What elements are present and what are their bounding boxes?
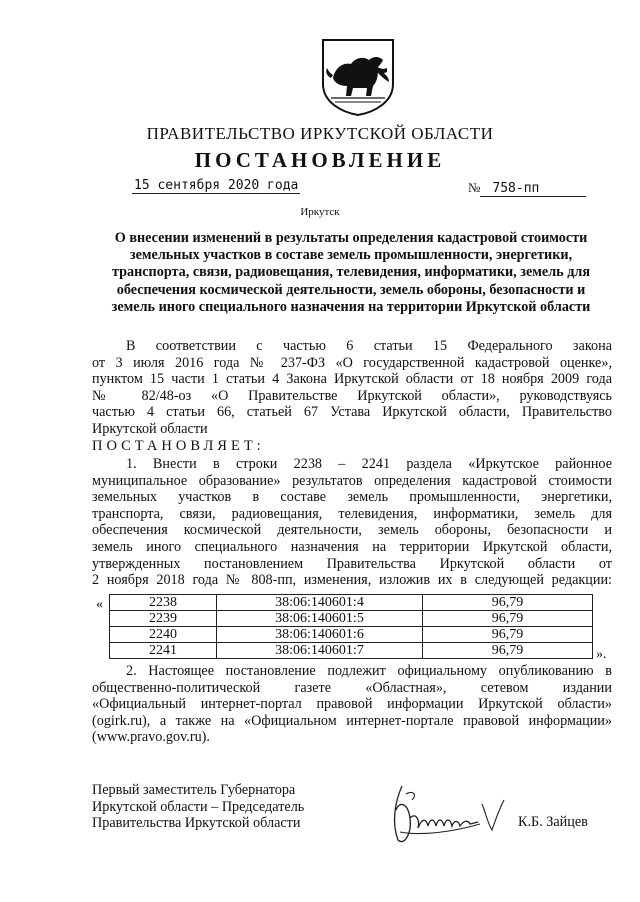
date-value: 15 сентября 2020 года — [134, 178, 299, 193]
item1-line: транспорта, связи, радиовещания, телевидения, информатики, земель для — [92, 505, 612, 522]
item1-line: 2 ноября 2018 года № 808-пп, изменения, изложив их в следующей редакции: — [92, 572, 612, 589]
table-row — [110, 643, 593, 659]
item-2-paragraph — [92, 663, 612, 746]
table-row — [110, 611, 593, 627]
position-line: Первый заместитель Губернатора — [92, 782, 296, 798]
preamble-line: № 82/48-оз «О Правительстве Иркутской области», руководствуясь — [92, 387, 612, 404]
preamble-line: В соответствии с частью 6 статьи 15 Федерального закона — [126, 338, 612, 354]
row-number: 2241 — [110, 643, 217, 659]
title-line: О внесении изменений в результаты определения кадастровой стоимости — [114, 230, 588, 246]
cadastral-table — [109, 594, 593, 659]
number-value: 758-пп — [480, 181, 586, 197]
coat-of-arms-icon — [317, 38, 399, 116]
cadastral-number: 38:06:140601:4 — [217, 595, 423, 611]
cadastral-number: 38:06:140601:5 — [217, 611, 423, 627]
item1-line: земель иного специального назначения на территории Иркутской области, — [92, 538, 612, 555]
cadastral-number: 38:06:140601:7 — [217, 643, 423, 659]
title-line: земель иного специального назначения на территории Иркутской области — [111, 298, 591, 315]
title-line: земельных участков в составе земель промышленности, энергетики, — [129, 247, 573, 264]
signer-name: К.Б. Зайцев — [518, 814, 588, 830]
item2-line: 2. Настоящее постановление подлежит официальному опубликованию в — [126, 663, 612, 679]
preamble-line: частью 4 статьи 66, статьей 67 Устава Иркутской области, Правительство — [92, 404, 612, 421]
quote-close: ». — [596, 647, 607, 662]
item2-line: общественно-политической газете «Областная», сетевом издании — [92, 679, 612, 696]
preamble-line: Иркутской области — [92, 420, 208, 437]
document-date — [132, 178, 300, 193]
document-title — [86, 230, 616, 316]
cadastral-value: 96,79 — [423, 643, 593, 659]
item-1-paragraph — [92, 456, 612, 589]
item1-line: утвержденных постановлением Правительства Иркутской области от — [92, 555, 612, 572]
preamble-line: пунктом 15 части 1 статьи 4 Закона Иркутской области от 18 ноября 2009 года — [92, 371, 612, 388]
row-number: 2240 — [110, 627, 217, 643]
item2-line: (ogirk.ru), а также на «Официальном интернет-портале правовой информации» — [92, 712, 612, 729]
item1-line: обеспечения космической деятельности, земель обороны, безопасности и — [92, 522, 612, 539]
number-sign: № — [468, 180, 481, 195]
resolves-heading: ПОСТАНОВЛЯЕТ: — [92, 438, 265, 454]
cadastral-value: 96,79 — [423, 611, 593, 627]
handwritten-signature — [382, 774, 512, 854]
item2-line: (www.pravo.gov.ru). — [92, 729, 210, 746]
document-type: ПОСТАНОВЛЕНИЕ — [194, 148, 446, 172]
table-row — [110, 595, 593, 611]
position-line: Правительства Иркутской области — [92, 815, 301, 832]
city: Иркутск — [300, 206, 340, 218]
organization-name: ПРАВИТЕЛЬСТВО ИРКУТСКОЙ ОБЛАСТИ — [146, 124, 494, 143]
preamble-line: от 3 июля 2016 года № 237-ФЗ «О государственной кадастровой оценке», — [92, 354, 612, 371]
quote-open: « — [96, 597, 103, 612]
table-row — [110, 627, 593, 643]
position-line: Иркутской области – Председатель — [92, 798, 305, 815]
item1-line: 1. Внести в строки 2238 – 2241 раздела «Иркутское районное — [126, 456, 612, 472]
signatory-position — [92, 782, 304, 832]
document-number — [468, 180, 586, 197]
item2-line: «Официальный интернет-портал правовой информации Иркутской области» — [92, 696, 612, 713]
row-number: 2238 — [110, 595, 217, 611]
cadastral-value: 96,79 — [423, 627, 593, 643]
title-line: транспорта, связи, радиовещания, телевидения, информатики, земель для — [111, 264, 591, 281]
item1-line: земельных участков в составе земель промышленности, энергетики, — [92, 489, 612, 506]
cadastral-number: 38:06:140601:6 — [217, 627, 423, 643]
row-number: 2239 — [110, 611, 217, 627]
item1-line: муниципальное образование» результатов определения кадастровой стоимости — [92, 472, 612, 489]
title-line: обеспечения космической деятельности, земель обороны, безопасности и — [116, 281, 586, 298]
cadastral-value: 96,79 — [423, 595, 593, 611]
preamble-paragraph — [92, 338, 612, 438]
